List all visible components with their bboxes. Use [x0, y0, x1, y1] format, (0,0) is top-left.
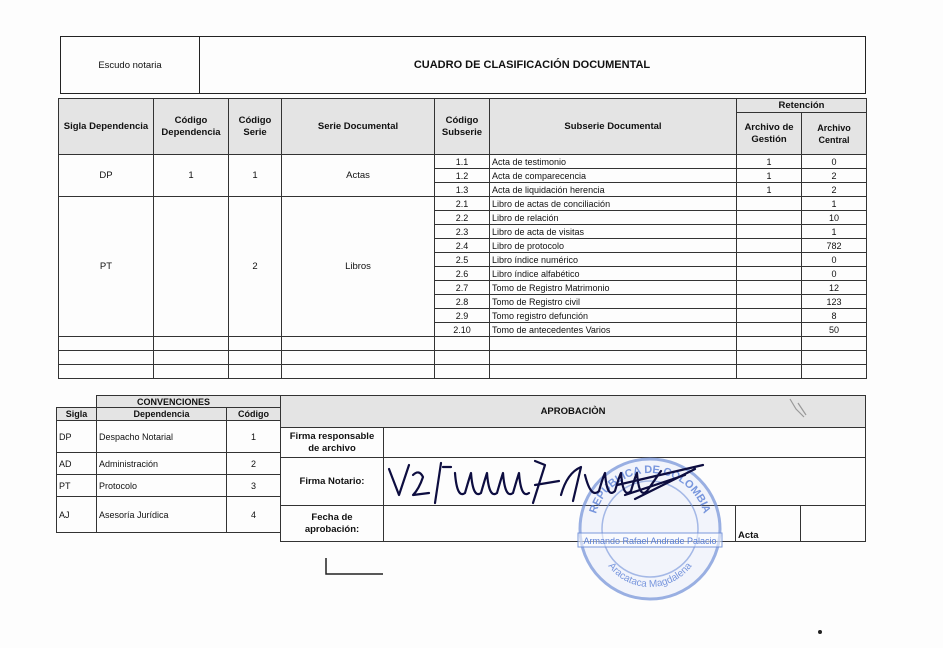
- logo-label: Escudo notaria: [98, 59, 162, 71]
- cell-gestion: [737, 267, 802, 281]
- cell-subserie-code: 2.2: [435, 211, 490, 225]
- cell-codigo-dep: 1: [154, 155, 229, 197]
- empty-row: [59, 351, 867, 365]
- cell-subserie-code: 1.1: [435, 155, 490, 169]
- fecha-aprobacion-label: Fecha de aprobación:: [281, 506, 384, 542]
- header-box: [60, 36, 866, 94]
- conv-sigla: AJ: [57, 497, 97, 533]
- conv-dependencia: Despacho Notarial: [97, 421, 227, 453]
- empty-row: [59, 337, 867, 351]
- cell-gestion: [737, 197, 802, 211]
- conv-codigo: 2: [227, 453, 281, 475]
- acta-field: [801, 506, 866, 542]
- col-archivo-central: Archivo Central: [802, 113, 867, 155]
- conventions-row: [57, 453, 281, 475]
- cell-serie: Actas: [282, 155, 435, 197]
- cell-subserie-name: Tomo registro defunción: [490, 309, 737, 323]
- table-row: [59, 197, 867, 211]
- col-archivo-gestion: Archivo de Gestión: [737, 113, 802, 155]
- cell-gestion: [737, 295, 802, 309]
- cell-subserie-code: 2.4: [435, 239, 490, 253]
- conventions-row: [57, 475, 281, 497]
- cell-subserie-name: Tomo de antecedentes Varios: [490, 323, 737, 337]
- cell-central: 8: [802, 309, 867, 323]
- firma-notario-label: Firma Notario:: [281, 458, 384, 506]
- stamp-name: Armando Rafael Andrade Palacio: [583, 536, 717, 546]
- cell-subserie-name: Tomo de Registro civil: [490, 295, 737, 309]
- cell-gestion: 1: [737, 169, 802, 183]
- logo-placeholder: [61, 37, 200, 93]
- conventions-title: CONVENCIONES: [97, 396, 281, 408]
- cell-gestion: [737, 253, 802, 267]
- conv-sigla: DP: [57, 421, 97, 453]
- col-codigo-serie: Código Serie: [229, 99, 282, 155]
- conv-codigo: 1: [227, 421, 281, 453]
- cell-subserie-code: 2.8: [435, 295, 490, 309]
- cell-subserie-name: Libro de actas de conciliación: [490, 197, 737, 211]
- conv-dependencia: Protocolo: [97, 475, 227, 497]
- cell-subserie-name: Libro índice alfabético: [490, 267, 737, 281]
- conventions-row: [57, 421, 281, 453]
- cell-serie: Libros: [282, 197, 435, 337]
- stamp-bottom-text: Aracataca Magdalena: [605, 560, 695, 591]
- cell-subserie-code: 2.9: [435, 309, 490, 323]
- cell-central: 12: [802, 281, 867, 295]
- stamp-top-text: REPUBLICA DE COLOMBIA: [587, 463, 713, 515]
- cell-subserie-code: 2.1: [435, 197, 490, 211]
- cell-subserie-name: Acta de liquidación herencia: [490, 183, 737, 197]
- col-sigla: Sigla Dependencia: [59, 99, 154, 155]
- cell-sigla: PT: [59, 197, 154, 337]
- conv-sigla: AD: [57, 453, 97, 475]
- cell-gestion: 1: [737, 155, 802, 169]
- pencil-mark: [784, 395, 814, 425]
- col-codigo-subserie: Código Subserie: [435, 99, 490, 155]
- conv-sigla: PT: [57, 475, 97, 497]
- conv-header-dependencia: Dependencia: [97, 408, 227, 421]
- cell-gestion: [737, 239, 802, 253]
- cell-central: 1: [802, 197, 867, 211]
- cell-central: 0: [802, 155, 867, 169]
- cell-sigla: DP: [59, 155, 154, 197]
- cell-central: 2: [802, 183, 867, 197]
- cell-codigo-dep: [154, 197, 229, 337]
- cell-subserie-name: Libro de relación: [490, 211, 737, 225]
- approval-title: APROBACIÒN: [281, 396, 866, 428]
- conv-dependencia: Administración: [97, 453, 227, 475]
- conv-header-codigo: Código: [227, 408, 281, 421]
- corner-mark: [325, 558, 385, 578]
- firma-responsable-field: [384, 428, 866, 458]
- cell-subserie-name: Acta de comparecencia: [490, 169, 737, 183]
- cell-gestion: 1: [737, 183, 802, 197]
- cell-central: 2: [802, 169, 867, 183]
- cell-central: 1: [802, 225, 867, 239]
- cell-gestion: [737, 323, 802, 337]
- col-codigo-dependencia: Código Dependencia: [154, 99, 229, 155]
- col-subserie: Subserie Documental: [490, 99, 737, 155]
- cell-subserie-name: Libro de protocolo: [490, 239, 737, 253]
- col-serie: Serie Documental: [282, 99, 435, 155]
- cell-subserie-code: 1.3: [435, 183, 490, 197]
- empty-row: [59, 365, 867, 379]
- cell-subserie-code: 1.2: [435, 169, 490, 183]
- conv-dependencia: Asesoría Jurídica: [97, 497, 227, 533]
- notary-signature: [385, 455, 705, 515]
- dot-mark: [818, 630, 822, 634]
- conv-codigo: 4: [227, 497, 281, 533]
- cell-central: 50: [802, 323, 867, 337]
- cell-central: 782: [802, 239, 867, 253]
- cell-subserie-name: Libro de acta de visitas: [490, 225, 737, 239]
- cell-central: 0: [802, 267, 867, 281]
- conv-codigo: 3: [227, 475, 281, 497]
- cell-gestion: [737, 281, 802, 295]
- cell-codigo-serie: 1: [229, 155, 282, 197]
- cell-subserie-code: 2.7: [435, 281, 490, 295]
- cell-subserie-name: Acta de testimonio: [490, 155, 737, 169]
- table-row: [59, 155, 867, 169]
- cell-gestion: [737, 309, 802, 323]
- cell-gestion: [737, 211, 802, 225]
- cell-subserie-code: 2.5: [435, 253, 490, 267]
- firma-responsable-label: Firma responsable de archivo: [281, 428, 384, 458]
- conventions-table: [56, 395, 281, 533]
- cell-subserie-code: 2.3: [435, 225, 490, 239]
- cell-subserie-name: Tomo de Registro Matrimonio: [490, 281, 737, 295]
- cell-central: 123: [802, 295, 867, 309]
- cell-subserie-code: 2.10: [435, 323, 490, 337]
- cell-gestion: [737, 225, 802, 239]
- document-title: CUADRO DE CLASIFICACIÓN DOCUMENTAL: [413, 59, 651, 71]
- acta-label: Acta: [736, 506, 801, 542]
- classification-table: [58, 98, 867, 379]
- cell-central: 0: [802, 253, 867, 267]
- cell-subserie-name: Libro índice numérico: [490, 253, 737, 267]
- col-retencion: Retención: [737, 99, 867, 113]
- conventions-row: [57, 497, 281, 533]
- cell-codigo-serie: 2: [229, 197, 282, 337]
- conv-header-sigla: Sigla: [57, 408, 97, 421]
- cell-central: 10: [802, 211, 867, 225]
- cell-subserie-code: 2.6: [435, 267, 490, 281]
